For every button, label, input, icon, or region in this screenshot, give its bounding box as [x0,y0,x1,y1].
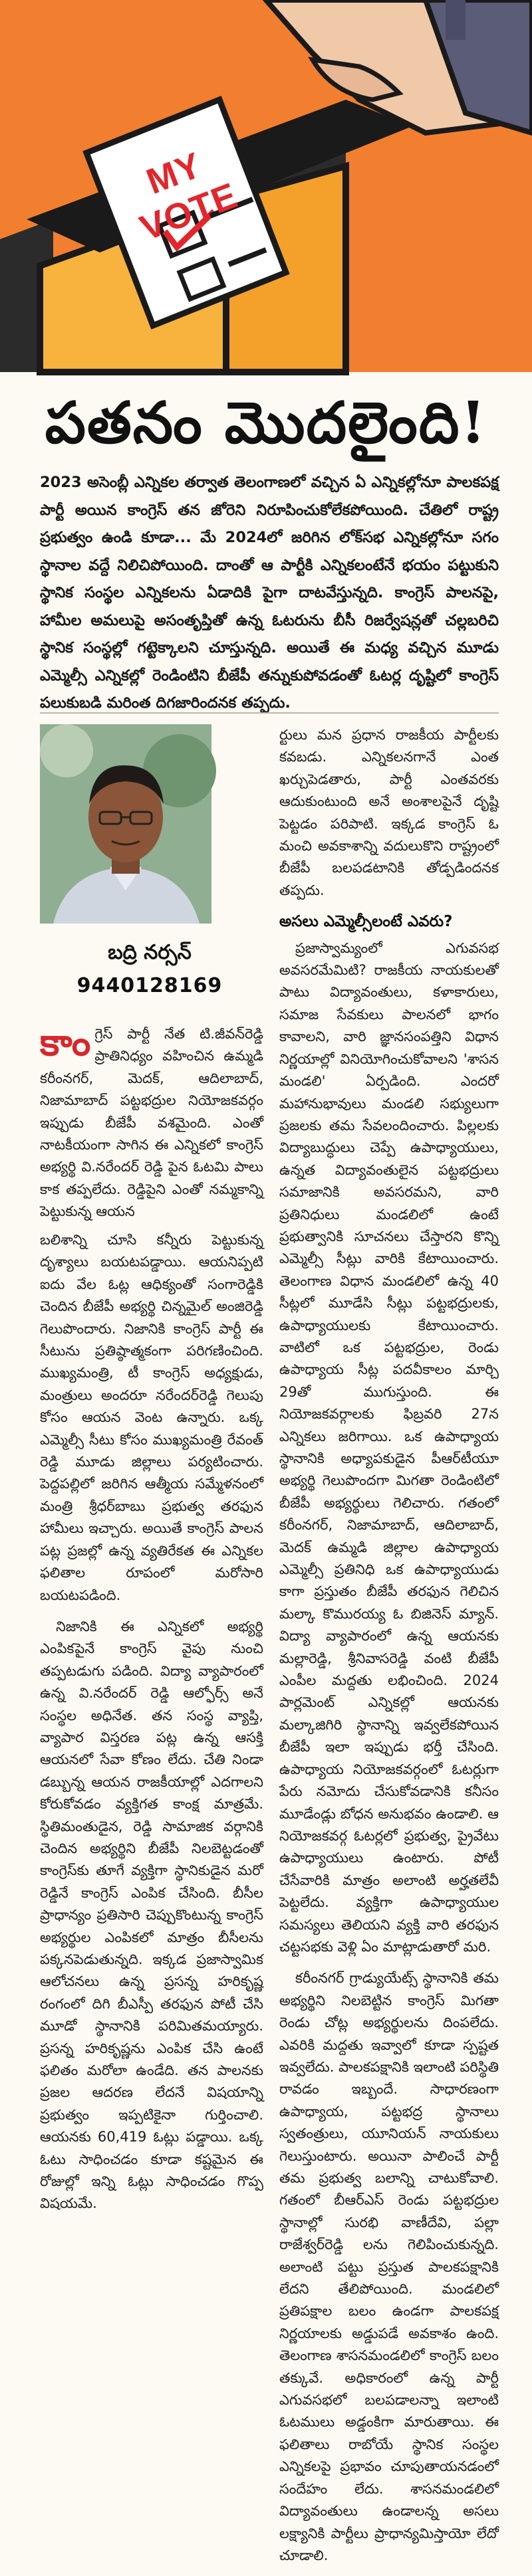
left-paragraph-1: బలిశాన్ని చూసి కన్నీరు పెట్టుకున్న దృశ్యాలు బయటపడ్డాయి. ఆయనిప్పటి ఐదు వేల ఓట్ల ఆధిక్యంతో సంగారెడ్డికి చెందిన బీజేపీ అభ్యర్థి చిన్నమైల్ అంజిరెడ్డి గెలుపొందారు. నిజానికి కాంగ్రెస్ పార్టీ ఈ సీటును ప్రతిష్ఠాత్మకంగా పరిగణించింది. ముఖ్యమంత్రి, టీ కాంగ్రెస్ అధ్యక్షుడు, మంత్రులు అందరూ నరేందర్‌రెడ్డి గెలుపు కోసం ఆయన వెంట ఉన్నారు. ఒక్క ఎమ్మెల్సీ సీటు కోసం ముఖ్యమంత్రి రేవంత్ రెడ్డి మూడు జిల్లాలు పర్యటించారు. పెద్దపల్లిలో జరిగిన ఆత్మీయ సమ్మేళనంలో మంత్రి శ్రీధర్‌బాబు ప్రభుత్వ తరఫున హామీలు ఇచ్చారు. అయితే కాంగ్రెస్ పాలన పట్ల ప్రజల్లో ఉన్న వ్యతిరేకత ఈ ఎన్నికల ఫలితాల రూపంలో మరోసారి బయటపడింది. [40,1232,263,1603]
headline: పతనం మొదలైంది! [45,389,487,456]
author-name: బద్రి నర్సన్ [108,941,192,964]
ballot-illustration [0,0,532,372]
right-paragraph-2: ప్రజాస్వామ్యంలో ఎగువసభ అవసరమేమిటి? రాజకీయ నాయకులతో పాటు విద్యావంతులు, కళాకారులు, సమాజ సేవకులు పాలనలో భాగం కావాలని, వారి జ్ఞానసంపత్తిని విధాన నిర్ణయాల్లో వినియోగించుకోవాలని 'శాసన మండలి' ఏర్పడింది. ఎందరో మహానుభావులు మండలి సభ్యులుగా ప్రజలకు తమ సేవలందించారు. పిల్లలకు విద్యాబుద్ధులు చెప్పే ఉపాధ్యాయులు, ఉన్నత విద్యావంతులైన పట్టభద్రులు సమాజానికి అవసరమని, వారి ప్రతినిధులు మండలిలో ఉంటే ప్రభుత్వానికి సూచనలు చేస్తారని కొన్ని ఎమ్మెల్సీ సీట్లు వారికి కేటాయించారు. తెలంగాణ విధాన మండలిలో ఉన్న 40 సీట్లలో మూడేసి సీట్లు పట్టభద్రులకు, ఉపాధ్యాయులకు కేటాయించారు. వాటిలో ఒక పట్టభద్రుల, రెండు ఉపాధ్యాయ సీట్ల పదవీకాలం మార్చి 29తో ముగుస్తుంది. ఈ నియోజకవర్గాలకు ఫిబ్రవరి 27న ఎన్నికలు జరిగాయి. ఒక ఉపాధ్యాయ స్థానానికి అధ్యాపకుడైన పీఆర్‌టీయూ అభ్యర్థి గెలుపొందగా మిగతా రెండింటిలో బీజేపీ అభ్యర్థులు గెలిచారు. గతంలో కరీంనగర్, నిజామాబాద్, ఆదిలాబాద్, మెదక్ ఉమ్మడి జిల్లాల ఉపాధ్యాయ ఎమ్మెల్సీ ప్రతినిధి ఒక ఉపాధ్యాయుడు కాగా ప్రస్తుతం బీజేపీ తరఫున గెలిచిన మల్కా కొమురయ్య ఓ బిజినెస్ మ్యాన్. విద్యా వ్యాపారంలో ఉన్న ఆయనకు మల్లారెడ్డి, శ్రీనివాసరెడ్డి వంటి బీజేపీ ఎంపీల మద్దతు లభించింది. 2024 పార్లమెంట్ ఎన్నికల్లో ఆయనకు మల్కాజిగిరి స్థానాన్ని ఇవ్వలేకపోయిన బీజేపీ ఇలా ఇప్పుడు భర్తీ చేసింది. ఉపాధ్యాయ నియోజకవర్గంలో ఓటర్లుగా పేరు నమోదు చేసుకోవడానికి కనీసం మూడేండ్లు బోధన అనుభవం ఉండాలి. ఆ నియోజకవర్గ ఓటర్లలో ప్రభుత్వ, ప్రైవేటు ఉపాధ్యాయులు ఉంటారు. పోటీ చేసేవారికి మాత్రం అలాంటి అర్హతలేవీ పెట్టలేదు. వ్యక్తిగా ఉపాధ్యాయుల సమస్యలు తెలియని వ్యక్తి వారి తరఫున చట్టసభకు వెళ్లి ఏం మాట్లాడుతారో మరి. [279,940,499,1955]
intro-text: గ్రెస్ పార్టీ నేత టి.జీవన్‌రెడ్డి ప్రాతినిధ్యం వహించిన ఉమ్మడి కరీంనగర్, మెదక్, ఆదిలాబాద్, నిజామాబాద్ పట్టభద్రుల నియోజకవర్గం ఇప్పుడు బీజేపీ వశమైంది. ఎంతో నాటకీయంగా సాగిన ఈ ఎన్నికలో కాంగ్రెస్ అభ్యర్థి వి.నరేందర్ రెడ్డి పైన ఓటమి పాలు కాక తప్పలేదు. రెడ్డిపైని ఎంతో నమ్మకాన్ని పెట్టుకున్న ఆయన [40,1026,263,1220]
ballot-box-drawing [0,0,532,372]
section-heading: అసలు ఎమ్మెల్సీలంటే ఎవరు? [279,913,453,931]
author-portrait [40,724,211,924]
right-paragraph-3: కరీంనగర్ గ్రాడ్యుయేట్స్ స్థానానికి తమ అభ్యర్థిని నిలబెట్టిన కాంగ్రెస్ మిగతా రెండు చోట్ల అభ్యర్థులను దింపలేదు. ఎవరికి మద్దతు ఇవ్వాలో కూడా స్పష్టత ఇవ్వలేదు. పాలకపక్షానికి ఇలాంటి పరిస్థితి రావడం ఇబ్బందే. సాధారణంగా ఉపాధ్యాయ, పట్టభద్ర స్థానాలు స్వతంత్రులు, యూనియన్ నాయకులు గెలుస్తుంటారు. అయినా పాలించే పార్టీ తమ ప్రభుత్వ బలాన్ని చాటుకోవాలి. గతంలో బీఆర్ఎస్ రెండు పట్టభద్రుల స్థానాల్లో సురభి వాణీదేవి, పల్లా రాజేశ్వర్‌రెడ్డి లను గెలిపించుకున్నది. అలాంటి పట్టు ప్రస్తుత పాలకపక్షానికి లేదని తేలిపోయింది. మండలిలో ప్రతిపక్షాల బలం ఉండగా పాలకపక్ష నిర్ణయాలకు అడ్డుపడే అవకాశం ఉంది. తెలంగాణ శాసనమండలిలో కాంగ్రెస్ బలం తక్కువే. అధికారంలో ఉన్న పార్టీ ఎగువసభలో బలపడాలన్నా ఇలాంటి ఓటములు అడ్డంకిగా మారుతాయి. ఈ ఫలితాలు రాబోయే స్థానిక సంస్థల ఎన్నికలపై ప్రభావం చూపుతాయనడంలో సందేహం లేదు. శాసనమండలిలో విద్యావంతులు ఉండాలన్న అసలు లక్ష్యానికి పార్టీలు ప్రాధాన్యమిస్తాయో లేదో చూడాలి. [279,1970,499,2563]
lead-paragraph: 2023 అసెంబ్లీ ఎన్నికల తర్వాత తెలంగాణలో వచ్చిన ఏ ఎన్నికల్లోనూ పాలకపక్ష పార్టీ అయిన కాంగ్రెస్ తన జోరెని నిరూపించుకోలేకపోయింది. చేతిలో రాష్ట్ర ప్రభుత్వం ఉండి కూడా... మే 2024లో జరిగిన లోక్‌సభ ఎన్నికల్లోనూ సగం స్థానాల వద్దే నిలిచిపోయింది. దాంతో ఆ పార్టీకి ఎన్నికలంటేనే భయం పట్టుకుని స్థానిక సంస్థల ఎన్నికలను ఏడాదికి పైగా దాటవేస్తున్నది. కాంగ్రెస్ పాలనపై, హామీల అమలుపై అసంతృప్తితో ఉన్న ఓటరును బీసీ రిజర్వేషన్లతో చల్లబరిచి స్థానిక సంస్థల్లో గట్టెక్కాలని చూస్తున్నది. అయితే ఈ మధ్య వచ్చిన మూడు ఎమ్మెల్సీ ఎన్నికల్లో రెండింటిని బీజేపీ తన్నుకుపోవడంతో ఓటర్ల దృష్టిలో కాంగ్రెస్ పలుకుబడి మరింత దిగజారిందనక తప్పదు. [40,474,499,712]
left-column [40,1229,263,2225]
drop-cap: కాం [40,1021,91,1064]
author-byline [40,941,259,997]
right-column [279,724,499,2576]
divider [40,712,499,714]
intro-paragraph [40,1023,263,1223]
author-photo [40,724,211,924]
right-paragraph-1: ర్టులు మన ప్రధాన రాజకీయ పార్టీలకు కవబడు. ఎన్నికలనగానే ఎంత ఖర్చుపెడతారు, పార్టీ ఎంతవరకు ఆదుకుంటుంది అనే అంశాలపైనే దృష్టి పెట్టడం పరిపాటి. ఇక్కడ కాంగ్రెస్ ఓ మంచి అవకాశాన్ని వదులుకొని రాష్ట్రంలో బీజేపీ బలపడటానికి తోడ్పడిందనక తప్పదు. [279,727,499,898]
author-phone: 9440128169 [76,974,223,997]
ballot-text: MY VOTE [134,145,243,249]
left-paragraph-2: నిజానికి ఈ ఎన్నికలో అభ్యర్థి ఎంపికపైనే కాంగ్రెస్ వైపు నుంచి తప్పటడుగు పడింది. విద్యా వ్యాపారంలో ఉన్న వి.నరేందర్ రెడ్డి ఆల్ఫోర్స్ అనే సంస్థల అధినేత. తన సంస్థ వ్యాప్తి, వ్యాపార విస్తరణ పట్ల ఉన్న ఆసక్తి ఆయనలో సేవా కోణం లేదు. చేతి నిండా డబ్బున్న ఆయన రాజకీయాల్లో ఎదగాలని కోరుకోవడం వ్యక్తిగత కాంక్ష మాత్రమే. స్థితిమంతుడైన, రెడ్డి సామాజిక వర్గానికి చెందిన అభ్యర్థిని బీజేపీ నిలబెట్టడంతో కాంగ్రెస్‌కు తూగే వ్యక్తిగా స్థానికుడైన మరో రెడ్డినే కాంగ్రెస్ ఎంపిక చేసింది. బీసీల ప్రాధాన్యం ప్రతిసారి చెప్పుకొంటున్న కాంగ్రెస్ అభ్యర్థుల ఎంపికలో మాత్రం బీసీలను పక్కనపెడుతున్నది. ఇక్కడ ప్రజాస్వామిక ఆలోచనలు ఉన్న ప్రసన్న హరికృష్ణ రంగంలో దిగి బీఎస్పీ తరఫున పోటీ చేసి మూడో స్థానానికి పరిమితమయ్యారు. ప్రసన్న హరికృష్ణను ఎంపిక చేసి ఉంటే ఫలితం మరోలా ఉండేది. తన పాలనకు ప్రజల ఆదరణ లేదనే విషయాన్ని ప్రభుత్వం ఇప్పటికైనా గుర్తించాలి. ఆయనకు 60,419 ఓట్లు పడ్డాయి. ఒక్క ఓటు సాధించడం కూడా కష్టమైన ఈ రోజుల్లో ఇన్ని ఓట్లు సాధించడం గొప్ప విషయమే. [40,1618,263,2212]
